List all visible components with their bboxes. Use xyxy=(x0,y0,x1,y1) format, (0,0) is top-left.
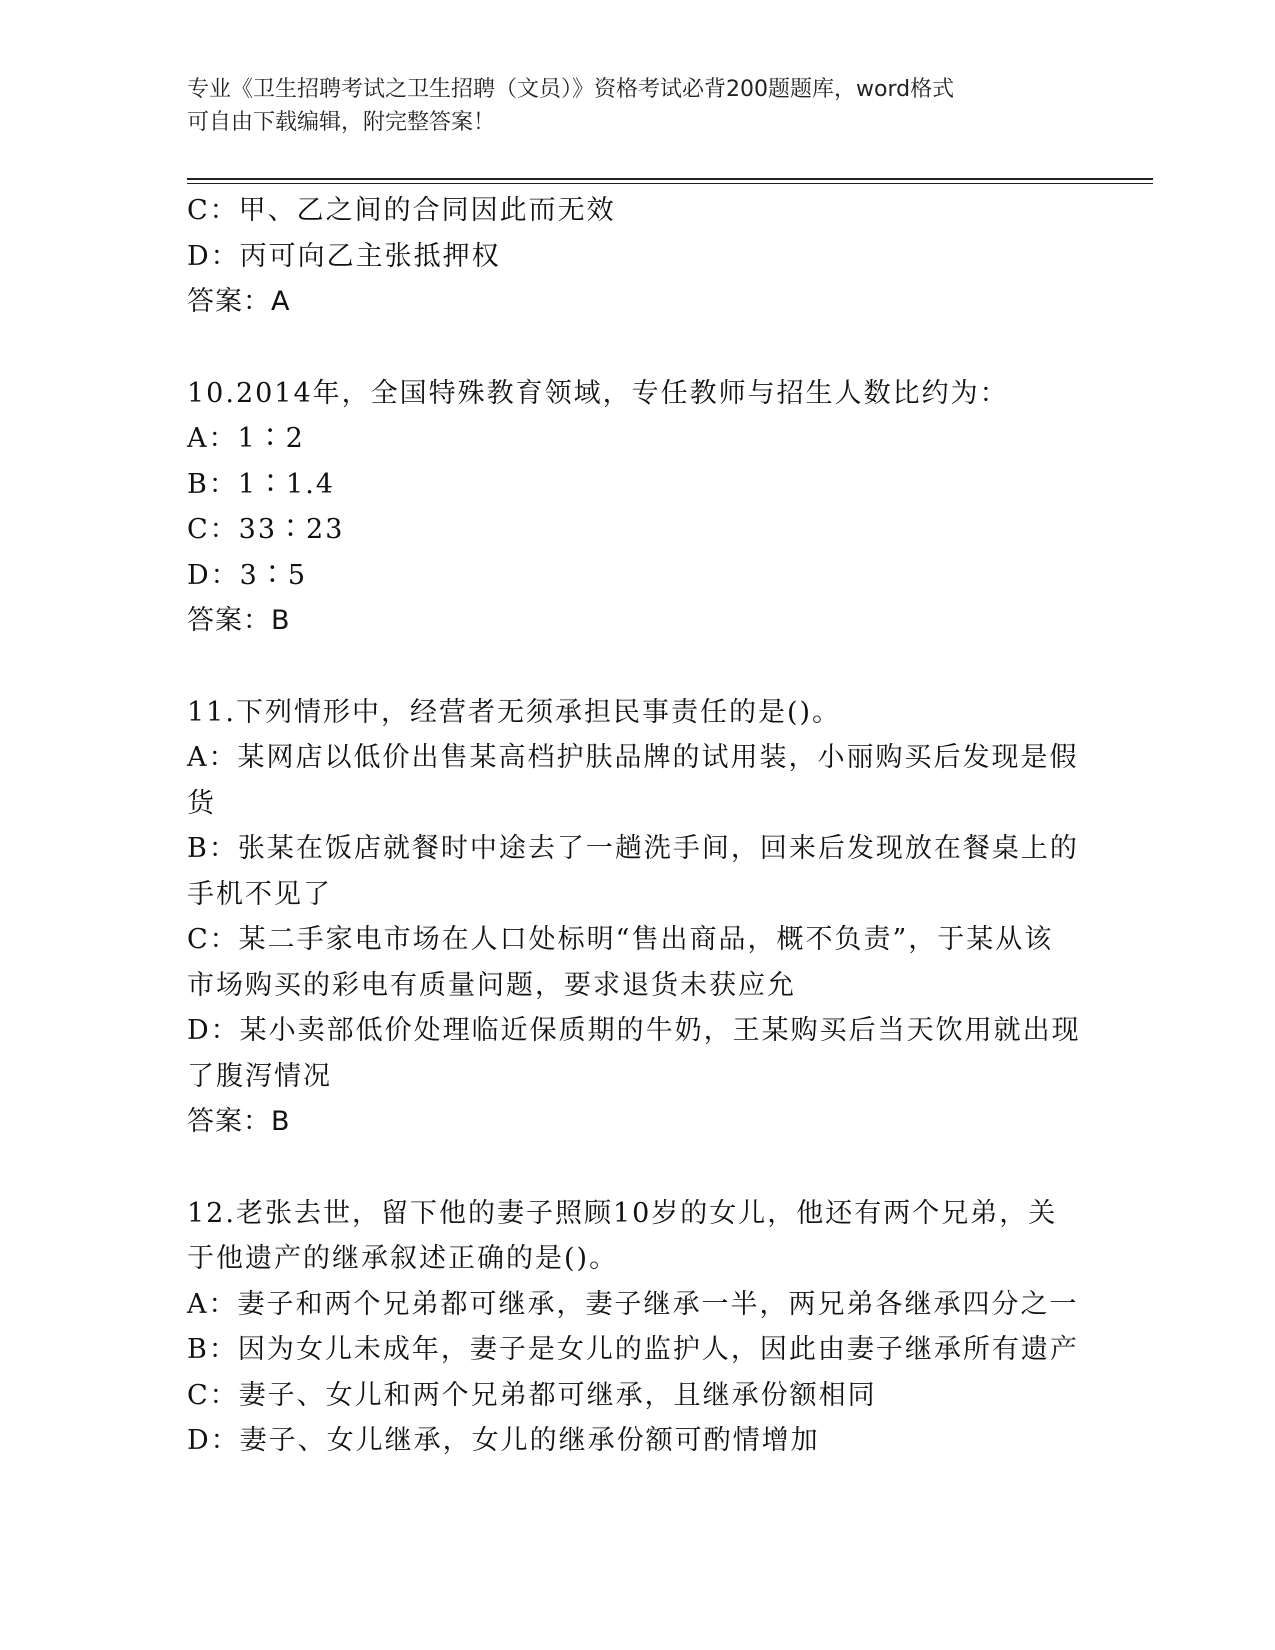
spacer xyxy=(187,644,1087,690)
q10-option-d: D：3∶5 xyxy=(187,559,308,591)
q12-question-line-1: 12.老张去世，留下他的妻子照顾10岁的女儿，他还有两个兄弟，关 xyxy=(187,1197,1058,1229)
question-11 xyxy=(187,690,1087,1145)
q11-option-d-line-2: 了腹泻情况 xyxy=(187,1060,332,1092)
q10-answer: 答案：B xyxy=(187,605,291,636)
spacer xyxy=(187,325,1087,371)
q11-option-b-line-1: B：张某在饭店就餐时中途去了一趟洗手间，回来后发现放在餐桌上的 xyxy=(187,833,1079,864)
spacer xyxy=(187,1145,1087,1191)
q10-question: 10.2014年，全国特殊教育领域，专任教师与招生人数比约为： xyxy=(187,377,1009,409)
q12-option-a: A：妻子和两个兄弟都可继承，妻子继承一半，两兄弟各继承四分之一 xyxy=(187,1288,1079,1320)
header-title-line-1: 专业《卫生招聘考试之卫生招聘（文员）》资格考试必背200题题库，word格式 xyxy=(187,77,955,102)
q10-option-c: C：33∶23 xyxy=(187,514,345,545)
q11-option-c-line-1: C：某二手家电市场在人口处标明“售出商品，概不负责”，于某从该 xyxy=(187,924,1054,955)
q12-option-c: C：妻子、女儿和两个兄弟都可继承，且继承份额相同 xyxy=(187,1379,877,1411)
q11-option-d-line-1: D：某小卖部低价处理临近保质期的牛奶，王某购买后当天饮用就出现 xyxy=(187,1015,1081,1046)
document-header xyxy=(187,73,1067,139)
q11-option-a-line-1: A：某网店以低价出售某高档护肤品牌的试用装，小丽购买后发现是假 xyxy=(187,742,1079,773)
q11-answer: 答案：B xyxy=(187,1106,291,1137)
q9-answer: 答案：A xyxy=(187,286,291,317)
q11-option-b-line-2: 手机不见了 xyxy=(187,878,332,910)
q9-option-c: C：甲、乙之间的合同因此而无效 xyxy=(187,195,616,226)
header-divider-thin xyxy=(187,183,1153,184)
question-9-tail xyxy=(187,188,1087,325)
q10-option-b: B：1∶1.4 xyxy=(187,468,335,500)
q11-option-c-line-2: 市场购买的彩电有质量问题，要求退货未获应允 xyxy=(187,969,796,1001)
question-12 xyxy=(187,1191,1087,1464)
q9-option-d: D：丙可向乙主张抵押权 xyxy=(187,240,501,272)
q11-option-a-line-2: 货 xyxy=(187,787,216,819)
question-10 xyxy=(187,371,1087,644)
q11-question: 11.下列情形中，经营者无须承担民事责任的是()。 xyxy=(187,696,842,728)
q12-question-line-2: 于他遗产的继承叙述正确的是()。 xyxy=(187,1243,619,1274)
header-divider-thick xyxy=(187,178,1153,180)
header-title-line-2: 可自由下载编辑，附完整答案！ xyxy=(187,110,496,135)
q12-option-b: B：因为女儿未成年，妻子是女儿的监护人，因此由妻子继承所有遗产 xyxy=(187,1334,1079,1365)
q10-option-a: A：1∶2 xyxy=(187,423,305,454)
q12-option-d: D：妻子、女儿继承，女儿的继承份额可酌情增加 xyxy=(187,1425,820,1456)
question-content xyxy=(187,188,1087,1464)
